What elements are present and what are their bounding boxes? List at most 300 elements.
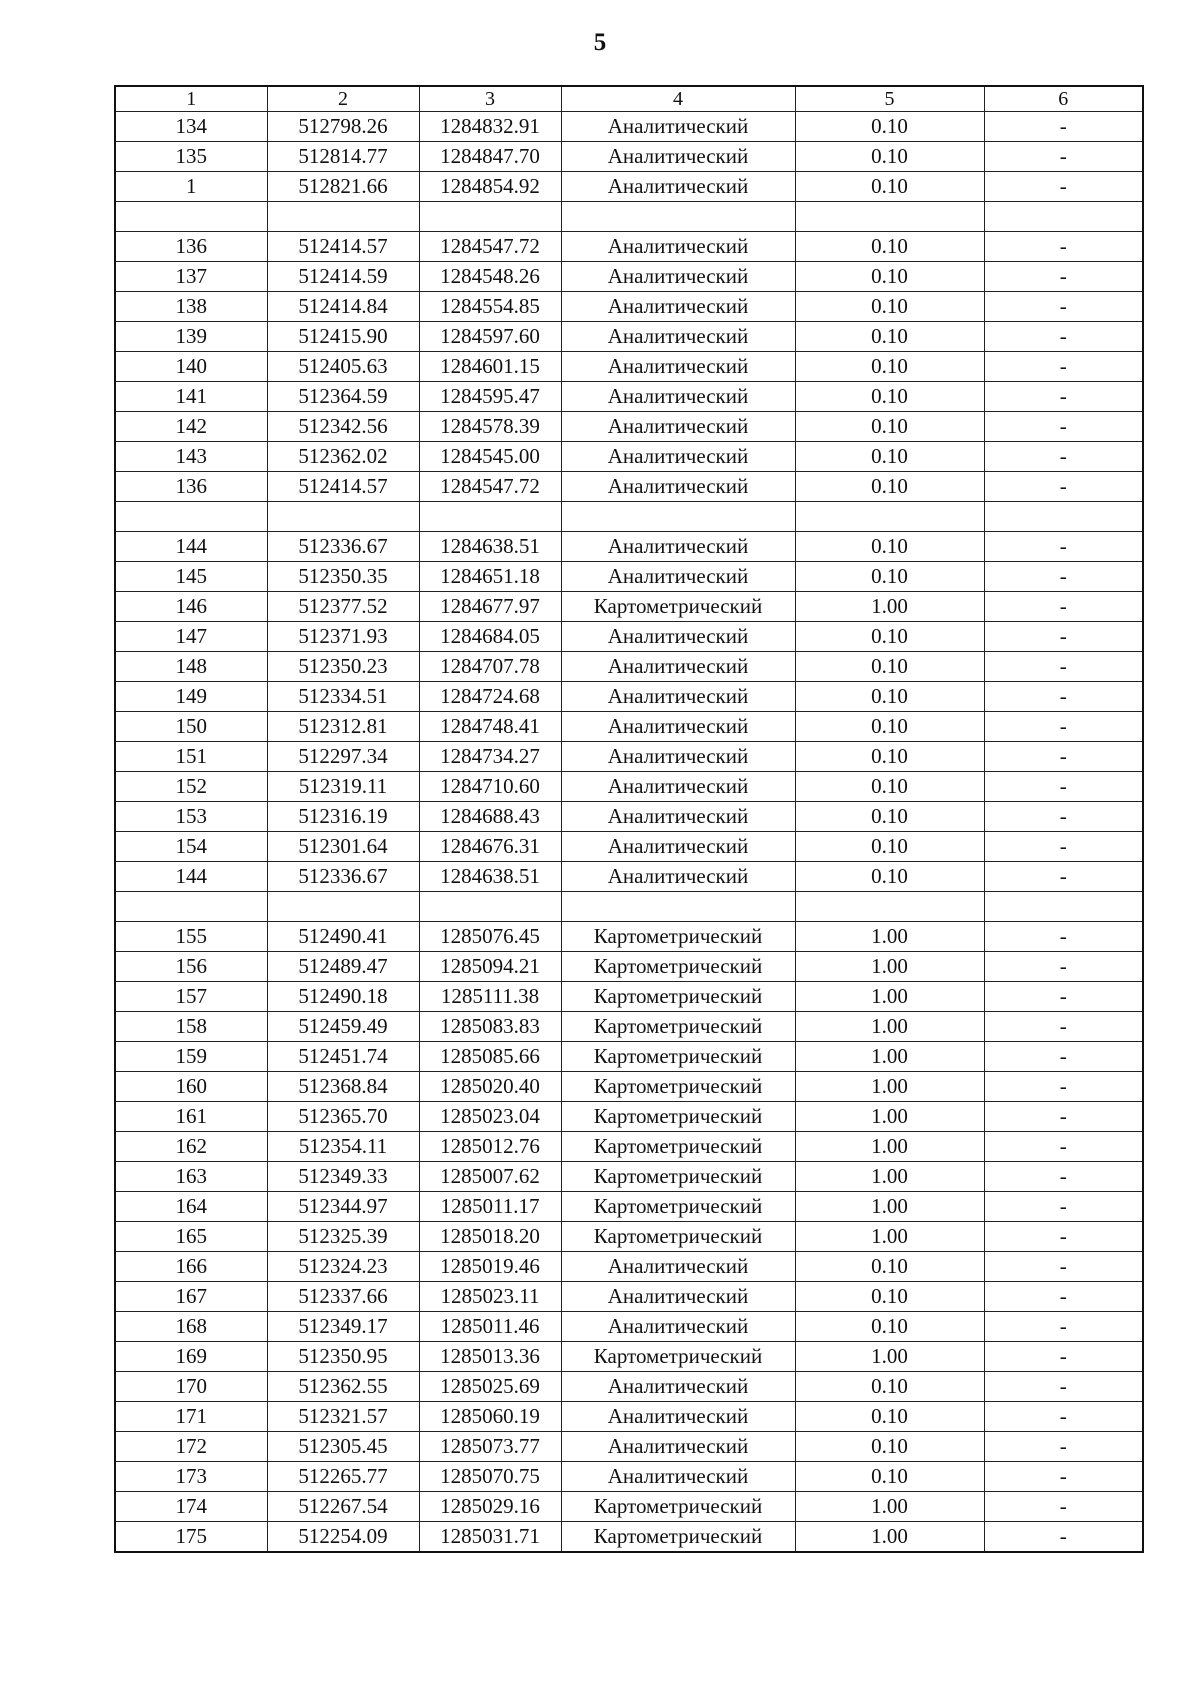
column-header-4: 4 bbox=[561, 86, 795, 112]
description-cell: - bbox=[984, 652, 1143, 682]
y-coordinate-cell: 1285018.20 bbox=[419, 1222, 561, 1252]
method-cell: Картометрический bbox=[561, 1162, 795, 1192]
method-cell: Картометрический bbox=[561, 1192, 795, 1222]
description-cell: - bbox=[984, 1402, 1143, 1432]
x-coordinate-cell: 512316.19 bbox=[267, 802, 419, 832]
x-coordinate-cell: 512297.34 bbox=[267, 742, 419, 772]
method-cell: Аналитический bbox=[561, 1312, 795, 1342]
method-cell: Картометрический bbox=[561, 952, 795, 982]
description-cell: - bbox=[984, 1432, 1143, 1462]
accuracy-cell: 1.00 bbox=[795, 1042, 984, 1072]
description-cell: - bbox=[984, 1342, 1143, 1372]
accuracy-cell: 0.10 bbox=[795, 472, 984, 502]
point-number-cell: 168 bbox=[115, 1312, 267, 1342]
x-coordinate-cell bbox=[267, 202, 419, 232]
accuracy-cell: 0.10 bbox=[795, 1252, 984, 1282]
x-coordinate-cell: 512362.02 bbox=[267, 442, 419, 472]
method-cell: Аналитический bbox=[561, 802, 795, 832]
method-cell: Аналитический bbox=[561, 232, 795, 262]
description-cell: - bbox=[984, 142, 1143, 172]
description-cell: - bbox=[984, 622, 1143, 652]
y-coordinate-cell: 1285011.17 bbox=[419, 1192, 561, 1222]
x-coordinate-cell: 512414.57 bbox=[267, 472, 419, 502]
description-cell: - bbox=[984, 472, 1143, 502]
x-coordinate-cell: 512301.64 bbox=[267, 832, 419, 862]
description-cell: - bbox=[984, 1222, 1143, 1252]
table-row bbox=[115, 982, 1143, 1012]
table-row bbox=[115, 202, 1143, 232]
description-cell: - bbox=[984, 112, 1143, 142]
table-row bbox=[115, 1072, 1143, 1102]
x-coordinate-cell: 512342.56 bbox=[267, 412, 419, 442]
point-number-cell: 171 bbox=[115, 1402, 267, 1432]
x-coordinate-cell: 512349.17 bbox=[267, 1312, 419, 1342]
point-number-cell: 159 bbox=[115, 1042, 267, 1072]
y-coordinate-cell: 1285023.11 bbox=[419, 1282, 561, 1312]
y-coordinate-cell: 1284676.31 bbox=[419, 832, 561, 862]
x-coordinate-cell bbox=[267, 502, 419, 532]
accuracy-cell: 0.10 bbox=[795, 232, 984, 262]
column-header-5: 5 bbox=[795, 86, 984, 112]
table-row bbox=[115, 832, 1143, 862]
method-cell bbox=[561, 892, 795, 922]
accuracy-cell bbox=[795, 892, 984, 922]
accuracy-cell: 1.00 bbox=[795, 1102, 984, 1132]
description-cell: - bbox=[984, 562, 1143, 592]
y-coordinate-cell: 1285083.83 bbox=[419, 1012, 561, 1042]
description-cell: - bbox=[984, 1522, 1143, 1553]
table-row bbox=[115, 532, 1143, 562]
y-coordinate-cell: 1284832.91 bbox=[419, 112, 561, 142]
description-cell: - bbox=[984, 1102, 1143, 1132]
table-row bbox=[115, 1012, 1143, 1042]
y-coordinate-cell: 1284710.60 bbox=[419, 772, 561, 802]
table-row bbox=[115, 1432, 1143, 1462]
y-coordinate-cell: 1285111.38 bbox=[419, 982, 561, 1012]
table-row bbox=[115, 1162, 1143, 1192]
description-cell: - bbox=[984, 922, 1143, 952]
accuracy-cell: 0.10 bbox=[795, 1282, 984, 1312]
x-coordinate-cell: 512324.23 bbox=[267, 1252, 419, 1282]
method-cell: Картометрический bbox=[561, 1342, 795, 1372]
y-coordinate-cell: 1285020.40 bbox=[419, 1072, 561, 1102]
x-coordinate-cell: 512414.84 bbox=[267, 292, 419, 322]
x-coordinate-cell: 512321.57 bbox=[267, 1402, 419, 1432]
description-cell: - bbox=[984, 982, 1143, 1012]
x-coordinate-cell: 512415.90 bbox=[267, 322, 419, 352]
description-cell: - bbox=[984, 802, 1143, 832]
description-cell: - bbox=[984, 232, 1143, 262]
column-header-6: 6 bbox=[984, 86, 1143, 112]
accuracy-cell: 0.10 bbox=[795, 352, 984, 382]
table-row bbox=[115, 1342, 1143, 1372]
table-row bbox=[115, 112, 1143, 142]
accuracy-cell: 0.10 bbox=[795, 802, 984, 832]
accuracy-cell: 1.00 bbox=[795, 922, 984, 952]
point-number-cell: 170 bbox=[115, 1372, 267, 1402]
point-number-cell: 155 bbox=[115, 922, 267, 952]
description-cell: - bbox=[984, 532, 1143, 562]
accuracy-cell: 0.10 bbox=[795, 562, 984, 592]
point-number-cell: 134 bbox=[115, 112, 267, 142]
point-number-cell: 162 bbox=[115, 1132, 267, 1162]
accuracy-cell: 0.10 bbox=[795, 172, 984, 202]
y-coordinate-cell: 1284707.78 bbox=[419, 652, 561, 682]
x-coordinate-cell: 512798.26 bbox=[267, 112, 419, 142]
method-cell: Аналитический bbox=[561, 682, 795, 712]
table-row bbox=[115, 232, 1143, 262]
x-coordinate-cell: 512371.93 bbox=[267, 622, 419, 652]
method-cell: Картометрический bbox=[561, 922, 795, 952]
description-cell: - bbox=[984, 322, 1143, 352]
point-number-cell: 166 bbox=[115, 1252, 267, 1282]
x-coordinate-cell: 512365.70 bbox=[267, 1102, 419, 1132]
x-coordinate-cell: 512265.77 bbox=[267, 1462, 419, 1492]
point-number-cell: 148 bbox=[115, 652, 267, 682]
table-row bbox=[115, 622, 1143, 652]
table-row bbox=[115, 952, 1143, 982]
method-cell: Аналитический bbox=[561, 1432, 795, 1462]
description-cell: - bbox=[984, 412, 1143, 442]
point-number-cell: 145 bbox=[115, 562, 267, 592]
point-number-cell: 160 bbox=[115, 1072, 267, 1102]
table-row bbox=[115, 1312, 1143, 1342]
description-cell: - bbox=[984, 172, 1143, 202]
x-coordinate-cell: 512334.51 bbox=[267, 682, 419, 712]
y-coordinate-cell: 1285029.16 bbox=[419, 1492, 561, 1522]
x-coordinate-cell: 512489.47 bbox=[267, 952, 419, 982]
y-coordinate-cell: 1285085.66 bbox=[419, 1042, 561, 1072]
y-coordinate-cell: 1285070.75 bbox=[419, 1462, 561, 1492]
method-cell: Аналитический bbox=[561, 712, 795, 742]
accuracy-cell: 0.10 bbox=[795, 292, 984, 322]
x-coordinate-cell: 512490.41 bbox=[267, 922, 419, 952]
point-number-cell: 138 bbox=[115, 292, 267, 322]
x-coordinate-cell: 512405.63 bbox=[267, 352, 419, 382]
page-number: 5 bbox=[593, 29, 607, 56]
x-coordinate-cell: 512459.49 bbox=[267, 1012, 419, 1042]
accuracy-cell: 1.00 bbox=[795, 1222, 984, 1252]
accuracy-cell: 0.10 bbox=[795, 772, 984, 802]
y-coordinate-cell: 1285012.76 bbox=[419, 1132, 561, 1162]
description-cell bbox=[984, 892, 1143, 922]
accuracy-cell: 0.10 bbox=[795, 622, 984, 652]
description-cell: - bbox=[984, 832, 1143, 862]
point-number-cell: 169 bbox=[115, 1342, 267, 1372]
table-row bbox=[115, 742, 1143, 772]
y-coordinate-cell: 1284547.72 bbox=[419, 472, 561, 502]
y-coordinate-cell: 1285025.69 bbox=[419, 1372, 561, 1402]
y-coordinate-cell: 1284638.51 bbox=[419, 532, 561, 562]
y-coordinate-cell: 1284734.27 bbox=[419, 742, 561, 772]
point-number-cell: 136 bbox=[115, 472, 267, 502]
table-row bbox=[115, 1252, 1143, 1282]
method-cell: Аналитический bbox=[561, 112, 795, 142]
method-cell: Аналитический bbox=[561, 1372, 795, 1402]
point-number-cell: 135 bbox=[115, 142, 267, 172]
y-coordinate-cell: 1284688.43 bbox=[419, 802, 561, 832]
description-cell: - bbox=[984, 352, 1143, 382]
accuracy-cell: 0.10 bbox=[795, 1432, 984, 1462]
y-coordinate-cell: 1284677.97 bbox=[419, 592, 561, 622]
accuracy-cell: 1.00 bbox=[795, 1132, 984, 1162]
column-header-3: 3 bbox=[419, 86, 561, 112]
accuracy-cell: 0.10 bbox=[795, 382, 984, 412]
y-coordinate-cell: 1285031.71 bbox=[419, 1522, 561, 1553]
point-number-cell: 147 bbox=[115, 622, 267, 652]
table-row bbox=[115, 1192, 1143, 1222]
x-coordinate-cell: 512337.66 bbox=[267, 1282, 419, 1312]
x-coordinate-cell: 512414.59 bbox=[267, 262, 419, 292]
accuracy-cell: 0.10 bbox=[795, 412, 984, 442]
method-cell: Аналитический bbox=[561, 352, 795, 382]
description-cell: - bbox=[984, 262, 1143, 292]
table-row bbox=[115, 172, 1143, 202]
description-cell: - bbox=[984, 862, 1143, 892]
y-coordinate-cell: 1284748.41 bbox=[419, 712, 561, 742]
table-row bbox=[115, 712, 1143, 742]
table-row bbox=[115, 292, 1143, 322]
accuracy-cell: 1.00 bbox=[795, 952, 984, 982]
y-coordinate-cell: 1284547.72 bbox=[419, 232, 561, 262]
point-number-cell: 163 bbox=[115, 1162, 267, 1192]
point-number-cell: 172 bbox=[115, 1432, 267, 1462]
method-cell: Аналитический bbox=[561, 262, 795, 292]
table-row bbox=[115, 412, 1143, 442]
x-coordinate-cell: 512364.59 bbox=[267, 382, 419, 412]
accuracy-cell: 1.00 bbox=[795, 1072, 984, 1102]
description-cell: - bbox=[984, 1072, 1143, 1102]
table-row bbox=[115, 1132, 1143, 1162]
accuracy-cell: 1.00 bbox=[795, 592, 984, 622]
coordinates-table bbox=[114, 85, 1144, 1553]
point-number-cell: 143 bbox=[115, 442, 267, 472]
description-cell: - bbox=[984, 1132, 1143, 1162]
description-cell bbox=[984, 202, 1143, 232]
point-number-cell: 156 bbox=[115, 952, 267, 982]
table-row bbox=[115, 382, 1143, 412]
method-cell: Картометрический bbox=[561, 1222, 795, 1252]
y-coordinate-cell bbox=[419, 502, 561, 532]
x-coordinate-cell: 512821.66 bbox=[267, 172, 419, 202]
accuracy-cell: 1.00 bbox=[795, 1522, 984, 1553]
table-row bbox=[115, 1222, 1143, 1252]
point-number-cell: 137 bbox=[115, 262, 267, 292]
x-coordinate-cell: 512350.95 bbox=[267, 1342, 419, 1372]
point-number-cell: 152 bbox=[115, 772, 267, 802]
method-cell: Картометрический bbox=[561, 1132, 795, 1162]
y-coordinate-cell: 1284578.39 bbox=[419, 412, 561, 442]
y-coordinate-cell: 1284854.92 bbox=[419, 172, 561, 202]
method-cell: Картометрический bbox=[561, 1012, 795, 1042]
y-coordinate-cell: 1285094.21 bbox=[419, 952, 561, 982]
y-coordinate-cell bbox=[419, 202, 561, 232]
table-row bbox=[115, 502, 1143, 532]
description-cell: - bbox=[984, 772, 1143, 802]
column-header-2: 2 bbox=[267, 86, 419, 112]
accuracy-cell: 0.10 bbox=[795, 682, 984, 712]
table-row bbox=[115, 1492, 1143, 1522]
accuracy-cell: 0.10 bbox=[795, 442, 984, 472]
method-cell: Аналитический bbox=[561, 172, 795, 202]
point-number-cell: 157 bbox=[115, 982, 267, 1012]
accuracy-cell: 0.10 bbox=[795, 832, 984, 862]
method-cell: Картометрический bbox=[561, 1102, 795, 1132]
point-number-cell: 151 bbox=[115, 742, 267, 772]
point-number-cell: 165 bbox=[115, 1222, 267, 1252]
accuracy-cell: 1.00 bbox=[795, 1162, 984, 1192]
y-coordinate-cell: 1284554.85 bbox=[419, 292, 561, 322]
x-coordinate-cell: 512377.52 bbox=[267, 592, 419, 622]
table-row bbox=[115, 592, 1143, 622]
description-cell: - bbox=[984, 952, 1143, 982]
table-row bbox=[115, 682, 1143, 712]
table-row bbox=[115, 652, 1143, 682]
method-cell: Аналитический bbox=[561, 472, 795, 502]
point-number-cell bbox=[115, 202, 267, 232]
point-number-cell: 174 bbox=[115, 1492, 267, 1522]
method-cell: Картометрический bbox=[561, 1072, 795, 1102]
point-number-cell: 146 bbox=[115, 592, 267, 622]
y-coordinate-cell: 1285073.77 bbox=[419, 1432, 561, 1462]
description-cell: - bbox=[984, 1312, 1143, 1342]
accuracy-cell bbox=[795, 202, 984, 232]
method-cell: Аналитический bbox=[561, 442, 795, 472]
x-coordinate-cell: 512814.77 bbox=[267, 142, 419, 172]
accuracy-cell: 1.00 bbox=[795, 1492, 984, 1522]
point-number-cell: 175 bbox=[115, 1522, 267, 1553]
accuracy-cell: 1.00 bbox=[795, 1192, 984, 1222]
table-row bbox=[115, 1282, 1143, 1312]
point-number-cell: 144 bbox=[115, 862, 267, 892]
point-number-cell: 142 bbox=[115, 412, 267, 442]
description-cell: - bbox=[984, 1492, 1143, 1522]
accuracy-cell: 1.00 bbox=[795, 1012, 984, 1042]
column-header-1: 1 bbox=[115, 86, 267, 112]
x-coordinate-cell: 512368.84 bbox=[267, 1072, 419, 1102]
x-coordinate-cell: 512414.57 bbox=[267, 232, 419, 262]
x-coordinate-cell: 512305.45 bbox=[267, 1432, 419, 1462]
accuracy-cell: 0.10 bbox=[795, 1372, 984, 1402]
accuracy-cell: 0.10 bbox=[795, 742, 984, 772]
x-coordinate-cell: 512350.23 bbox=[267, 652, 419, 682]
table-row bbox=[115, 802, 1143, 832]
x-coordinate-cell: 512354.11 bbox=[267, 1132, 419, 1162]
x-coordinate-cell: 512344.97 bbox=[267, 1192, 419, 1222]
point-number-cell: 141 bbox=[115, 382, 267, 412]
accuracy-cell: 0.10 bbox=[795, 142, 984, 172]
accuracy-cell: 0.10 bbox=[795, 322, 984, 352]
description-cell: - bbox=[984, 1192, 1143, 1222]
x-coordinate-cell: 512312.81 bbox=[267, 712, 419, 742]
point-number-cell: 1 bbox=[115, 172, 267, 202]
table-row bbox=[115, 472, 1143, 502]
x-coordinate-cell: 512319.11 bbox=[267, 772, 419, 802]
method-cell: Аналитический bbox=[561, 1462, 795, 1492]
y-coordinate-cell: 1284595.47 bbox=[419, 382, 561, 412]
method-cell: Аналитический bbox=[561, 652, 795, 682]
table-row bbox=[115, 1102, 1143, 1132]
y-coordinate-cell: 1284601.15 bbox=[419, 352, 561, 382]
point-number-cell: 149 bbox=[115, 682, 267, 712]
point-number-cell: 154 bbox=[115, 832, 267, 862]
table-row bbox=[115, 352, 1143, 382]
method-cell: Аналитический bbox=[561, 1252, 795, 1282]
accuracy-cell: 0.10 bbox=[795, 1462, 984, 1492]
method-cell: Аналитический bbox=[561, 1402, 795, 1432]
description-cell: - bbox=[984, 292, 1143, 322]
description-cell bbox=[984, 502, 1143, 532]
accuracy-cell: 0.10 bbox=[795, 712, 984, 742]
method-cell: Аналитический bbox=[561, 1282, 795, 1312]
method-cell: Аналитический bbox=[561, 532, 795, 562]
point-number-cell: 161 bbox=[115, 1102, 267, 1132]
description-cell: - bbox=[984, 1162, 1143, 1192]
y-coordinate-cell: 1284638.51 bbox=[419, 862, 561, 892]
x-coordinate-cell bbox=[267, 892, 419, 922]
x-coordinate-cell: 512350.35 bbox=[267, 562, 419, 592]
x-coordinate-cell: 512267.54 bbox=[267, 1492, 419, 1522]
description-cell: - bbox=[984, 1012, 1143, 1042]
y-coordinate-cell: 1284548.26 bbox=[419, 262, 561, 292]
point-number-cell bbox=[115, 502, 267, 532]
y-coordinate-cell: 1285007.62 bbox=[419, 1162, 561, 1192]
description-cell: - bbox=[984, 1372, 1143, 1402]
method-cell: Аналитический bbox=[561, 832, 795, 862]
method-cell: Аналитический bbox=[561, 742, 795, 772]
accuracy-cell: 0.10 bbox=[795, 1402, 984, 1432]
y-coordinate-cell: 1284724.68 bbox=[419, 682, 561, 712]
point-number-cell: 153 bbox=[115, 802, 267, 832]
table-header bbox=[115, 86, 1143, 112]
method-cell: Картометрический bbox=[561, 1042, 795, 1072]
y-coordinate-cell: 1285076.45 bbox=[419, 922, 561, 952]
point-number-cell: 150 bbox=[115, 712, 267, 742]
table-row bbox=[115, 1462, 1143, 1492]
x-coordinate-cell: 512336.67 bbox=[267, 862, 419, 892]
y-coordinate-cell: 1285060.19 bbox=[419, 1402, 561, 1432]
accuracy-cell: 0.10 bbox=[795, 652, 984, 682]
point-number-cell: 144 bbox=[115, 532, 267, 562]
accuracy-cell: 1.00 bbox=[795, 982, 984, 1012]
point-number-cell: 140 bbox=[115, 352, 267, 382]
x-coordinate-cell: 512451.74 bbox=[267, 1042, 419, 1072]
description-cell: - bbox=[984, 1462, 1143, 1492]
table-row bbox=[115, 922, 1143, 952]
table-row bbox=[115, 1522, 1143, 1553]
accuracy-cell: 0.10 bbox=[795, 262, 984, 292]
method-cell bbox=[561, 202, 795, 232]
description-cell: - bbox=[984, 742, 1143, 772]
method-cell: Аналитический bbox=[561, 292, 795, 322]
table-row bbox=[115, 1042, 1143, 1072]
table-row bbox=[115, 1372, 1143, 1402]
table-row bbox=[115, 322, 1143, 352]
header-row bbox=[115, 86, 1143, 112]
method-cell: Аналитический bbox=[561, 382, 795, 412]
y-coordinate-cell: 1285013.36 bbox=[419, 1342, 561, 1372]
table-row bbox=[115, 1402, 1143, 1432]
method-cell: Картометрический bbox=[561, 1492, 795, 1522]
y-coordinate-cell: 1284847.70 bbox=[419, 142, 561, 172]
point-number-cell: 167 bbox=[115, 1282, 267, 1312]
point-number-cell: 173 bbox=[115, 1462, 267, 1492]
method-cell: Аналитический bbox=[561, 142, 795, 172]
description-cell: - bbox=[984, 442, 1143, 472]
point-number-cell bbox=[115, 892, 267, 922]
table-row bbox=[115, 442, 1143, 472]
point-number-cell: 164 bbox=[115, 1192, 267, 1222]
